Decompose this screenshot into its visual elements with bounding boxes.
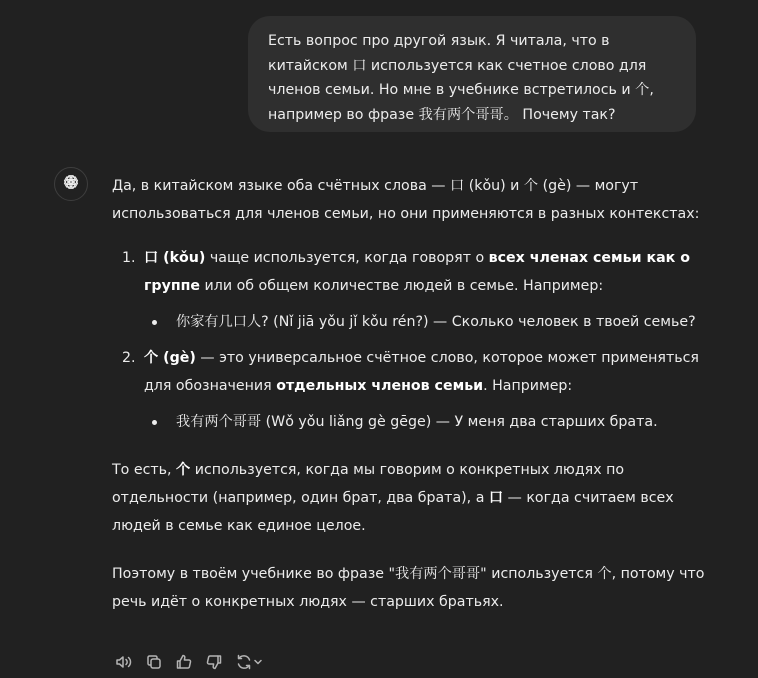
regenerate-icon xyxy=(235,653,253,671)
item-text: — это универсальное счётное слово, которое может применяться для обозначения xyxy=(144,350,699,394)
user-message-text: Есть вопрос про другой язык. Я читала, что в китайском 口 используется как счетное слово для членов семьи. Но мне в учебнике встретилось и 个, например во фразе 我有两个哥哥。 Почему так? xyxy=(268,33,654,123)
summary-bold: 个 xyxy=(176,462,191,478)
copy-button[interactable] xyxy=(144,651,164,673)
answer-intro: Да, в китайском языке оба счётных слова — 口 (kǒu) и 个 (gè) — могут использоваться для членов семьи, но они применяются в разных контекстах: xyxy=(112,178,700,222)
user-message-bubble xyxy=(248,16,696,132)
item-text: или об общем количестве людей в семье. Например: xyxy=(200,278,604,294)
read-aloud-icon xyxy=(115,653,133,671)
item-bold-text: отдельных членов семьи xyxy=(276,378,484,394)
example-bullet xyxy=(112,308,712,336)
item-text: чаще используется, когда говорят о xyxy=(205,250,489,266)
summary-text: — когда считаем всех людей в семье как единое целое. xyxy=(112,490,674,534)
copy-icon xyxy=(145,653,163,671)
message-actions xyxy=(114,650,264,674)
summary-bold: 口 xyxy=(488,490,504,506)
item-number: 2. xyxy=(122,350,136,366)
answer-summary xyxy=(112,456,712,540)
answer-conclusion: Поэтому в твоём учебнике во фразе "我有两个哥哥" используется 个, потому что речь идёт о конкретных людях — старших братьях. xyxy=(112,566,705,610)
example-text: 你家有几口人? (Nǐ jiā yǒu jǐ kǒu rén?) — Сколько человек в твоей семье? xyxy=(176,314,696,330)
numbered-item xyxy=(112,244,712,300)
thumbs-up-icon xyxy=(175,653,193,671)
summary-text: То есть, xyxy=(112,462,177,478)
example-text: 我有两个哥哥 (Wǒ yǒu liǎng gè gēge) — У меня два старших брата. xyxy=(176,414,658,430)
thumbs-up-button[interactable] xyxy=(174,651,194,673)
summary-text: используется, когда мы говорим о конкретных людях по отдельности (например, один брат, два брата), а xyxy=(112,462,625,506)
regenerate-button[interactable] xyxy=(234,651,264,673)
read-aloud-button[interactable] xyxy=(114,651,134,673)
chevron-down-icon xyxy=(253,657,263,667)
example-bullet xyxy=(112,408,712,436)
thumbs-down-icon xyxy=(205,653,223,671)
assistant-avatar xyxy=(54,167,88,201)
item-text: . Например: xyxy=(483,378,573,394)
bullet-dot xyxy=(152,420,157,425)
item-bold-text: всех членах семьи как о группе xyxy=(144,250,690,294)
item-term: 个 (gè) xyxy=(144,350,196,366)
numbered-item xyxy=(112,344,712,400)
thumbs-down-button[interactable] xyxy=(204,651,224,673)
item-number: 1. xyxy=(122,250,136,266)
bullet-dot xyxy=(152,320,157,325)
openai-logo-icon xyxy=(61,172,81,196)
item-term: 口 (kǒu) xyxy=(144,250,206,266)
assistant-message xyxy=(112,172,712,616)
